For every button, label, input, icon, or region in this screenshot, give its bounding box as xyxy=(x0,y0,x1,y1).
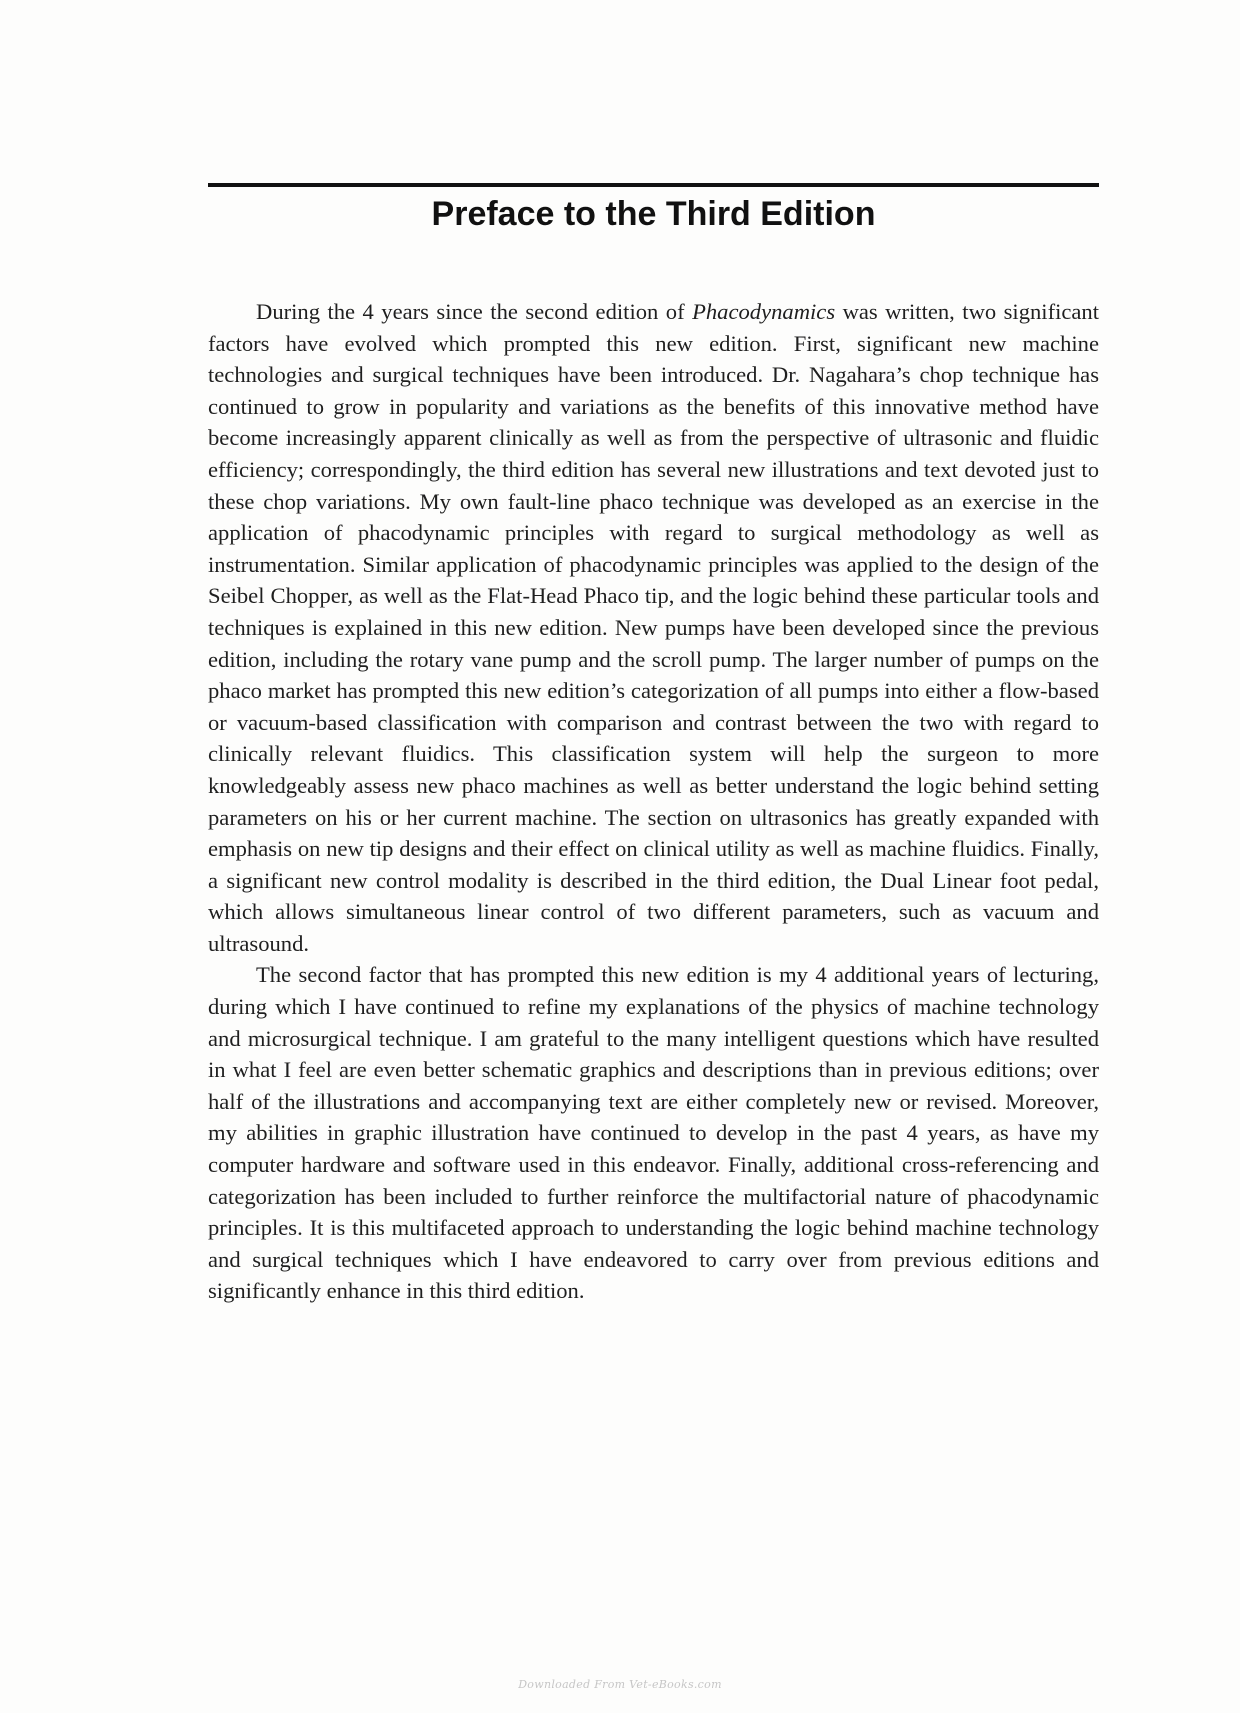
page-title: Preface to the Third Edition xyxy=(431,195,876,233)
paragraph-2: The second factor that has prompted this new edition is my 4 additional years of lecturing, during which I have continued to refine my explanations of the physics of machine technology and microsurgical technique. I am grateful to the many intelligent questions which have resulted in what I feel are even better schematic graphics and descriptions than in previous editions; over half of the illustrations and accompanying text are either completely new or revised. Moreover, my abilities in graphic illustration have continued to develop in the past 4 years, as have my computer hardware and software used in this endeavor. Finally, additional cross-referencing and categorization has been included to further reinforce the multifactorial nature of phacodynamic principles. It is this multifaceted approach to understanding the logic behind machine technology and surgical techniques which I have endeavored to carry over from previous editions and significantly enhance in this third edition. xyxy=(208,962,1099,1304)
paragraph-1-lead: During the 4 years since the second edition of xyxy=(256,299,693,324)
paragraph-1-rest: was written, two significant factors have evolved which prompted this new edition. First, significant new machine technologies and surgical techniques have been introduced. Dr. Nagahara’s chop technique has continued to grow in popularity and variations as the benefits of this innovative method have become increasingly apparent clinically as well as from the perspective of ultrasonic and fluidic efficiency; correspondingly, the third edition has several new illustrations and text devoted just to these chop variations. My own fault-line phaco technique was developed as an exercise in the application of phacodynamic principles with regard to surgical methodology as well as instrumentation. Similar application of phacodynamic principles was applied to the design of the Seibel Chopper, as well as the Flat-Head Phaco tip, and the logic behind these particular tools and techniques is explained in this new edition. New pumps have been developed since the previous edition, including the rotary vane pump and the scroll pump. The larger number of pumps on the phaco market has prompted this new edition’s categorization of all pumps into either a flow-based or vacuum-based classification with comparison and contrast between the two with regard to clinically relevant fluidics. This classification system will help the surgeon to more knowledgeably assess new phaco machines as well as better understand the logic behind setting parameters on his or her current machine. The section on ultrasonics has greatly expanded with emphasis on new tip designs and their effect on clinical utility as well as machine fluidics. Finally, a significant new control modality is described in the third edition, the Dual Linear foot pedal, which allows simultaneous linear control of two different parameters, such as vacuum and ultrasound. xyxy=(208,299,1100,956)
title-rule xyxy=(208,183,1099,187)
download-watermark: Downloaded From Vet-eBooks.com xyxy=(518,1678,722,1691)
paragraph-1 xyxy=(208,296,1099,959)
preface-body xyxy=(208,296,1099,1307)
book-title-italic: Phacodynamics xyxy=(692,299,836,324)
